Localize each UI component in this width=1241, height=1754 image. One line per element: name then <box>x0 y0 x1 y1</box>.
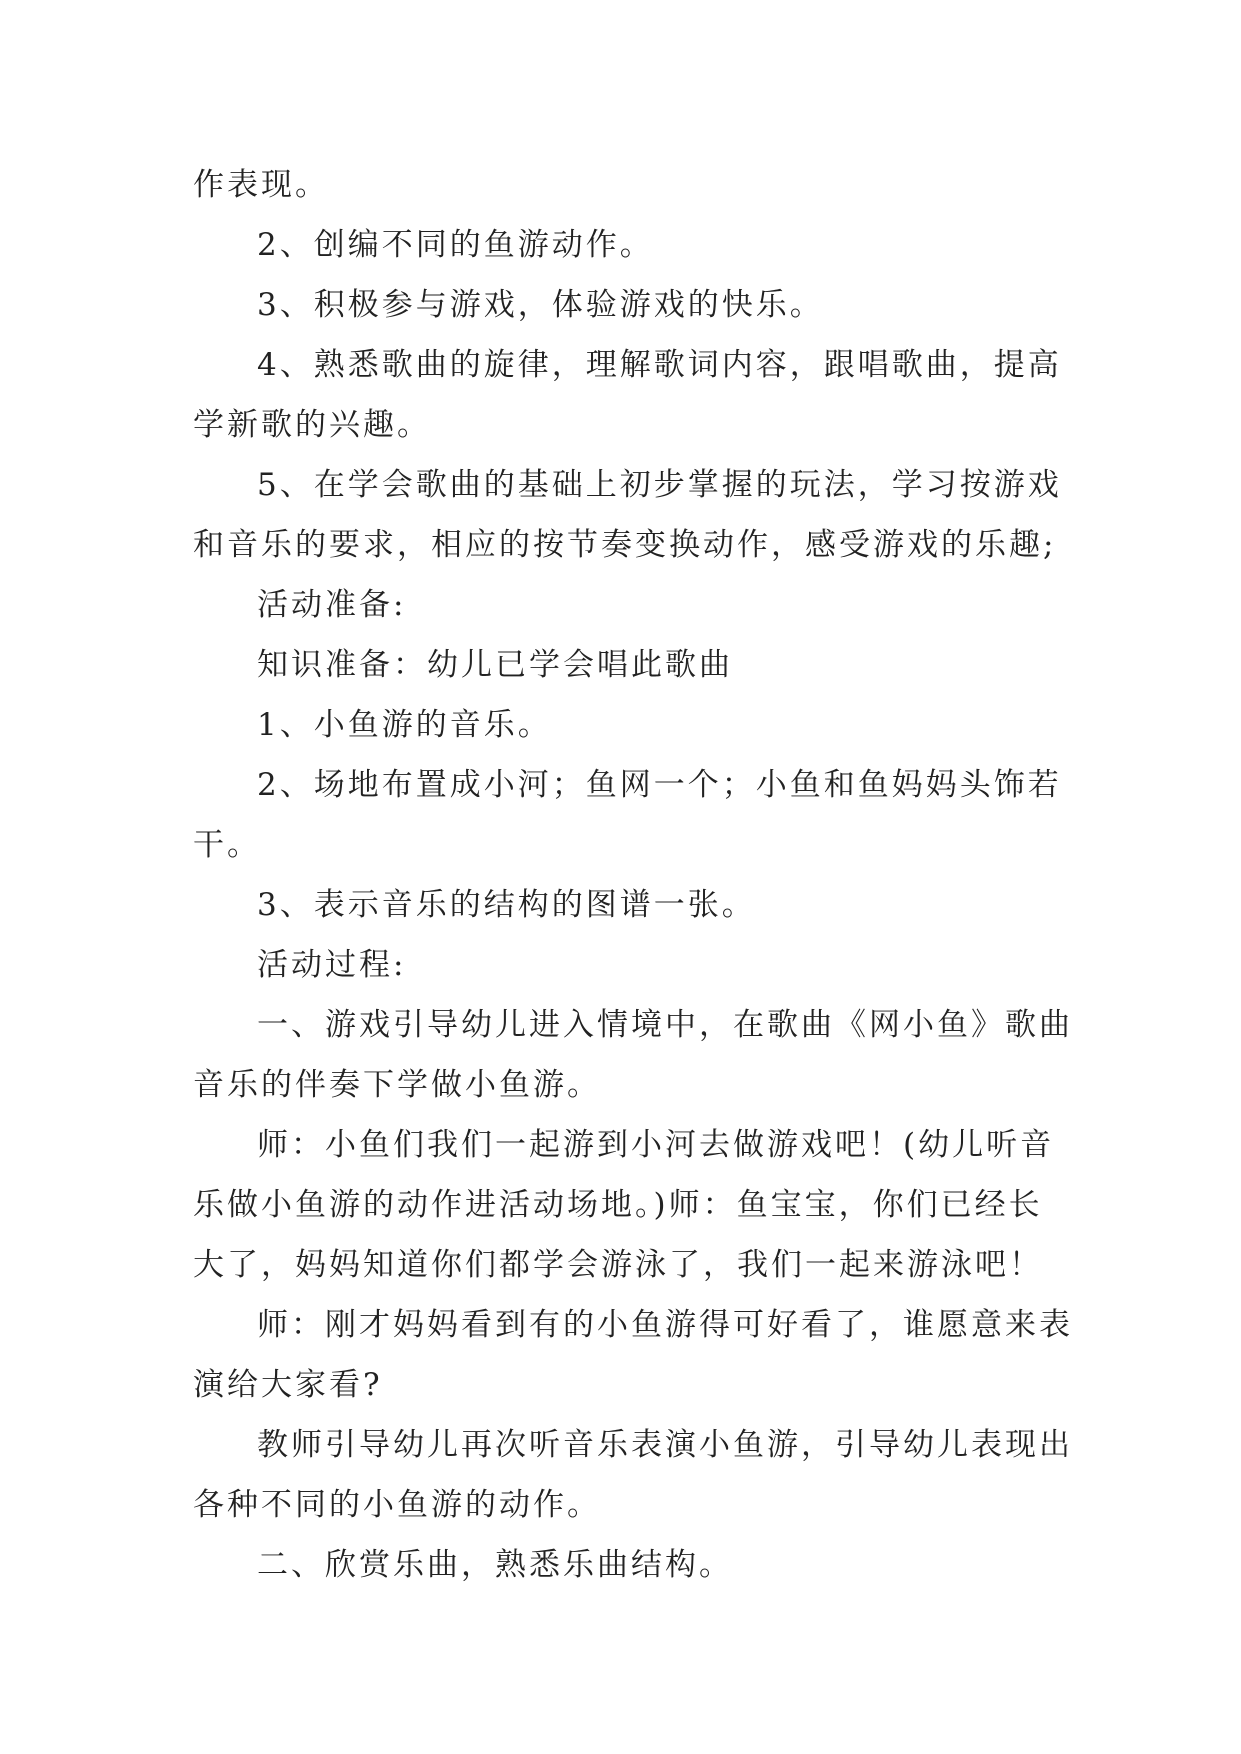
text-line: 干。 <box>193 827 261 863</box>
text-line: 5、在学会歌曲的基础上初步掌握的玩法，学习按游戏 <box>257 467 1062 503</box>
text-line: 3、积极参与游戏，体验游戏的快乐。 <box>257 287 824 323</box>
text-line: 3、表示音乐的结构的图谱一张。 <box>257 887 756 923</box>
text-line: 作表现。 <box>193 167 329 203</box>
text-line: 1、小鱼游的音乐。 <box>257 707 552 743</box>
text-line: 教师引导幼儿再次听音乐表演小鱼游，引导幼儿表现出 <box>257 1427 1073 1463</box>
text-line: 大了，妈妈知道你们都学会游泳了，我们一起来游泳吧！ <box>193 1247 1043 1283</box>
text-line: 一、游戏引导幼儿进入情境中，在歌曲《网小鱼》歌曲 <box>257 1007 1073 1043</box>
text-line: 学新歌的兴趣。 <box>193 407 431 443</box>
text-line: 活动准备: <box>257 587 407 623</box>
text-line: 各种不同的小鱼游的动作。 <box>193 1487 601 1523</box>
text-line: 音乐的伴奏下学做小鱼游。 <box>193 1067 601 1103</box>
text-line: 二、欣赏乐曲，熟悉乐曲结构。 <box>257 1547 733 1583</box>
text-line: 师：小鱼们我们一起游到小河去做游戏吧！(幼儿听音 <box>257 1127 1055 1163</box>
text-line: 知识准备：幼儿已学会唱此歌曲 <box>257 647 733 683</box>
document-body <box>193 155 1073 1595</box>
text-line: 2、创编不同的鱼游动作。 <box>257 227 654 263</box>
text-line: 2、场地布置成小河；鱼网一个；小鱼和鱼妈妈头饰若 <box>257 767 1062 803</box>
text-line: 4、熟悉歌曲的旋律，理解歌词内容，跟唱歌曲，提高 <box>257 347 1062 383</box>
text-line: 和音乐的要求，相应的按节奏变换动作，感受游戏的乐趣; <box>193 527 1057 563</box>
text-line: 演给大家看? <box>193 1367 383 1403</box>
text-line: 乐做小鱼游的动作进活动场地。)师：鱼宝宝，你们已经长 <box>193 1187 1043 1223</box>
text-line: 师：刚才妈妈看到有的小鱼游得可好看了，谁愿意来表 <box>257 1307 1073 1343</box>
text-line: 活动过程: <box>257 947 407 983</box>
